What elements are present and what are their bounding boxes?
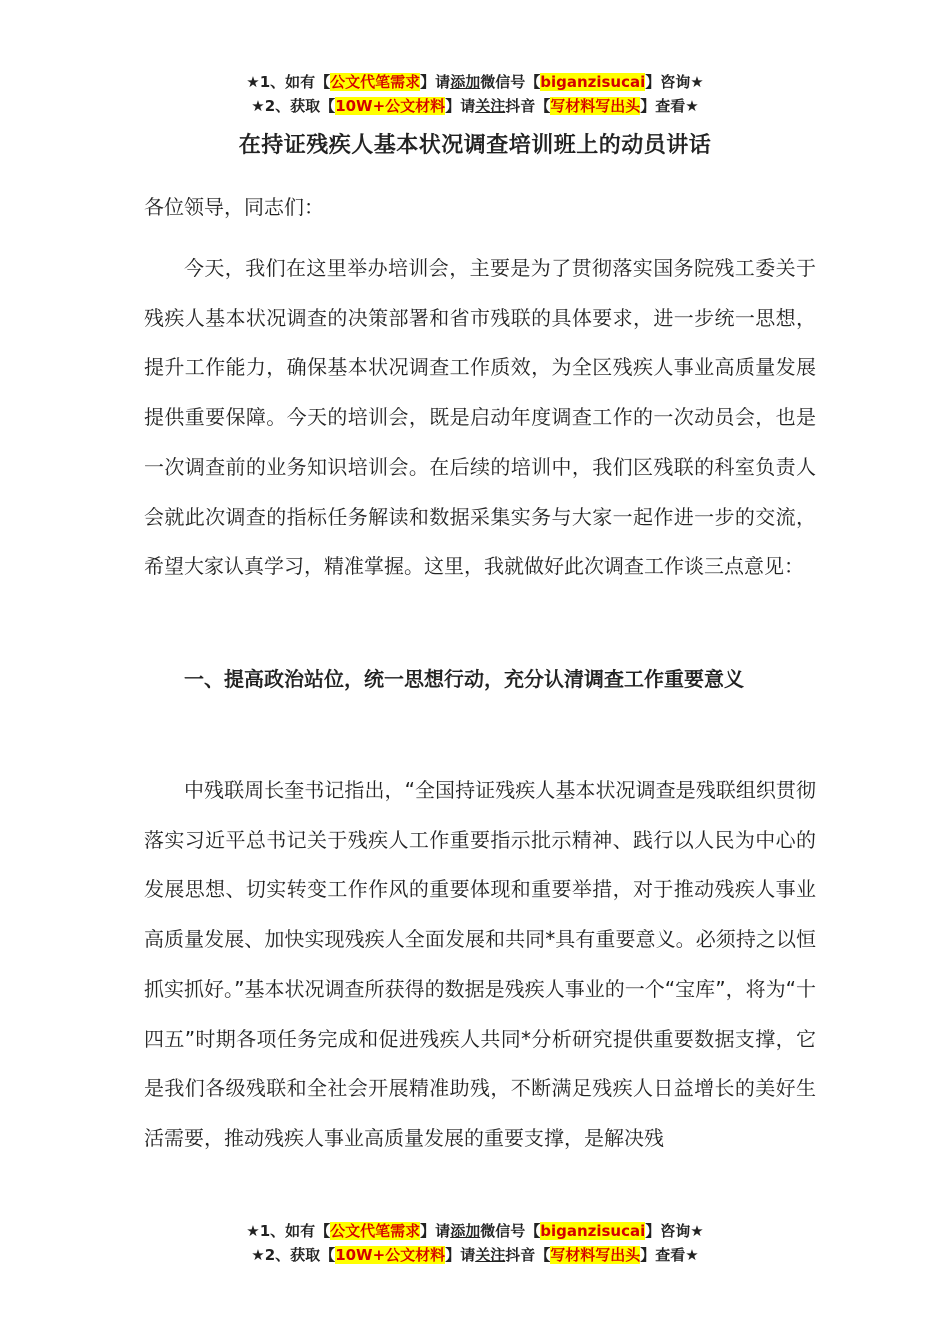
- promo-highlight: 写材料写出头: [550, 97, 641, 115]
- promo-emphasis: 关注: [475, 97, 506, 115]
- promo-text: 】请: [445, 1246, 476, 1264]
- promo-text: 微信号【: [480, 1222, 541, 1240]
- promo-text: ★2、获取【: [251, 97, 336, 115]
- promo-highlight: biganzisucai: [540, 73, 646, 91]
- promo-line-1: [0, 70, 950, 94]
- promo-text: 微信号【: [480, 73, 541, 91]
- section-heading-1: 一、提高政治站位，统一思想行动，充分认清调查工作重要意义: [184, 667, 744, 691]
- promo-line-1: [0, 1219, 950, 1243]
- promo-text: ★1、如有【: [246, 1222, 331, 1240]
- promo-emphasis: 关注: [475, 1246, 506, 1264]
- promo-highlight: 写材料写出头: [550, 1246, 641, 1264]
- promo-text: 抖音【: [505, 1246, 551, 1264]
- promo-text: 】咨询★: [645, 73, 704, 91]
- header-promo-banner: [0, 70, 950, 118]
- promo-text: 】请: [420, 1222, 451, 1240]
- promo-line-2: [0, 94, 950, 118]
- promo-text: 抖音【: [505, 97, 551, 115]
- promo-highlight: 公文代笔需求: [330, 1222, 421, 1240]
- footer-promo-banner: [0, 1219, 950, 1267]
- promo-highlight: 10W+公文材料: [335, 1246, 446, 1264]
- promo-line-2: [0, 1243, 950, 1267]
- promo-highlight: biganzisucai: [540, 1222, 646, 1240]
- salutation: 各位领导，同志们：: [144, 195, 324, 219]
- document-title: 在持证残疾人基本状况调查培训班上的动员讲话: [238, 133, 712, 158]
- promo-text: 】查看★: [640, 97, 699, 115]
- body-paragraph-1: 今天，我们在这里举办培训会，主要是为了贯彻落实国务院残工委关于残疾人基本状况调查的决策部署和省市残联的具体要求，进一步统一思想，提升工作能力，确保基本状况调查工作质效，为全区残疾人事业高质量发展提供重要保障。今天的培训会，既是启动年度调查工作的一次动员会，也是一次调查前的业务知识培训会。在后续的培训中，我们区残联的科室负责人会就此次调查的指标任务解读和数据采集实务与大家一起作进一步的交流，希望大家认真学习，精准掌握。这里，我就做好此次调查工作谈三点意见：: [144, 256, 816, 579]
- body-paragraph-2: 中残联周长奎书记指出，“全国持证残疾人基本状况调查是残联组织贯彻落实习近平总书记关于残疾人工作重要指示批示精神、践行以人民为中心的发展思想、切实转变工作作风的重要体现和重要举措，对于推动残疾人事业高质量发展、加快实现残疾人全面发展和共同*具有重要意义。必须持之以恒抓实抓好。”基本状况调查所获得的数据是残疾人事业的一个“宝库”，将为“十四五”时期各项任务完成和促进残疾人共同*分析研究提供重要数据支撑，它是我们各级残联和全社会开展精准助残，不断满足残疾人日益增长的美好生活需要，推动残疾人事业高质量发展的重要支撑，是解决残: [144, 778, 816, 1150]
- promo-text: 】查看★: [640, 1246, 699, 1264]
- promo-text: ★2、获取【: [251, 1246, 336, 1264]
- promo-highlight: 10W+公文材料: [335, 97, 446, 115]
- promo-emphasis: 添加: [450, 1222, 481, 1240]
- promo-highlight: 公文代笔需求: [330, 73, 421, 91]
- promo-text: 】咨询★: [645, 1222, 704, 1240]
- promo-text: 】请: [445, 97, 476, 115]
- promo-text: 】请: [420, 73, 451, 91]
- promo-text: ★1、如有【: [246, 73, 331, 91]
- promo-emphasis: 添加: [450, 73, 481, 91]
